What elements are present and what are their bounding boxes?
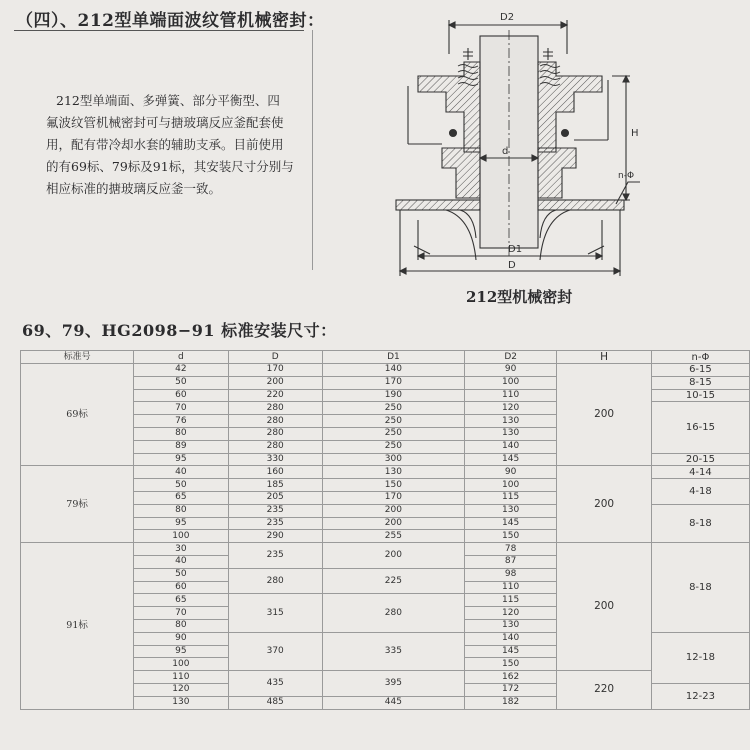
column-header: H	[557, 351, 651, 364]
d1-cell: 170	[322, 376, 464, 389]
big-d-cell: 280	[228, 568, 322, 594]
d-cell: 110	[134, 671, 228, 684]
n-phi-cell: 8-15	[651, 376, 749, 389]
d-cell: 65	[134, 594, 228, 607]
d1-cell: 200	[322, 517, 464, 530]
d2-cell: 182	[464, 696, 556, 709]
n-phi-cell: 12-18	[651, 632, 749, 683]
d-cell: 89	[134, 440, 228, 453]
column-header: D2	[464, 351, 556, 364]
d2-cell: 120	[464, 607, 556, 620]
label-n-phi: n-Φ	[618, 171, 635, 181]
table-header-row	[21, 351, 750, 364]
table-row	[21, 364, 750, 377]
standard-cell: 91标	[21, 543, 134, 709]
d1-cell: 200	[322, 504, 464, 517]
big-d-cell: 280	[228, 415, 322, 428]
d2-cell: 130	[464, 619, 556, 632]
h-cell: 200	[557, 364, 651, 466]
label-d: d	[502, 146, 509, 157]
d2-cell: 78	[464, 543, 556, 556]
description-line: 的有69标、79标及91标，其安装尺寸分别与	[46, 159, 294, 174]
big-d-cell: 160	[228, 466, 322, 479]
d-cell: 95	[134, 645, 228, 658]
big-d-cell: 280	[228, 402, 322, 415]
d-cell: 50	[134, 376, 228, 389]
d-cell: 80	[134, 504, 228, 517]
n-phi-cell: 6-15	[651, 364, 749, 377]
big-d-cell: 280	[228, 427, 322, 440]
h-cell: 200	[557, 543, 651, 671]
d1-cell: 200	[322, 543, 464, 569]
d2-cell: 115	[464, 491, 556, 504]
standard-cell: 79标	[21, 466, 134, 543]
d2-cell: 172	[464, 683, 556, 696]
d2-cell: 90	[464, 466, 556, 479]
d-cell: 90	[134, 632, 228, 645]
d-cell: 130	[134, 696, 228, 709]
d2-cell: 150	[464, 530, 556, 543]
d1-cell: 250	[322, 427, 464, 440]
d2-cell: 120	[464, 402, 556, 415]
d2-cell: 100	[464, 479, 556, 492]
d-cell: 50	[134, 568, 228, 581]
d-cell: 120	[134, 683, 228, 696]
label-d2: D2	[500, 12, 515, 23]
d2-cell: 140	[464, 440, 556, 453]
big-d-cell: 485	[228, 696, 322, 709]
big-d-cell: 330	[228, 453, 322, 466]
n-phi-cell: 4-18	[651, 479, 749, 505]
d-cell: 95	[134, 517, 228, 530]
d-cell: 60	[134, 389, 228, 402]
d2-cell: 145	[464, 645, 556, 658]
big-d-cell: 205	[228, 491, 322, 504]
h-cell: 220	[557, 671, 651, 709]
big-d-cell: 235	[228, 517, 322, 530]
column-header: n-Φ	[651, 351, 749, 364]
n-phi-cell: 20-15	[651, 453, 749, 466]
d1-cell: 250	[322, 402, 464, 415]
d1-cell: 280	[322, 594, 464, 632]
d-cell: 70	[134, 607, 228, 620]
d1-cell: 445	[322, 696, 464, 709]
column-divider	[312, 30, 313, 270]
d2-cell: 100	[464, 376, 556, 389]
description-line: 氟波纹管机械密封可与搪玻璃反应釜配套使	[46, 115, 284, 130]
d1-cell: 250	[322, 440, 464, 453]
label-d1: D1	[508, 244, 523, 255]
big-d-cell: 185	[228, 479, 322, 492]
d1-cell: 130	[322, 466, 464, 479]
d2-cell: 98	[464, 568, 556, 581]
big-d-cell: 315	[228, 594, 322, 632]
n-phi-cell: 8-18	[651, 504, 749, 542]
standard-cell: 69标	[21, 364, 134, 466]
d2-cell: 110	[464, 581, 556, 594]
d1-cell: 395	[322, 671, 464, 697]
seal-drawing	[390, 8, 640, 290]
d1-cell: 250	[322, 415, 464, 428]
big-d-cell: 170	[228, 364, 322, 377]
label-h: H	[631, 128, 639, 139]
n-phi-cell: 10-15	[651, 389, 749, 402]
big-d-cell: 290	[228, 530, 322, 543]
d2-cell: 130	[464, 504, 556, 517]
d2-cell: 140	[464, 632, 556, 645]
n-phi-cell: 12-23	[651, 683, 749, 709]
d2-cell: 145	[464, 453, 556, 466]
column-header: D1	[322, 351, 464, 364]
n-phi-cell: 4-14	[651, 466, 749, 479]
description-line: 相应标准的搪玻璃反应釜一致。	[46, 181, 222, 196]
d2-cell: 110	[464, 389, 556, 402]
d1-cell: 255	[322, 530, 464, 543]
d-cell: 100	[134, 658, 228, 671]
table-title: 69、79、HG2098−91 标准安装尺寸：	[22, 321, 337, 340]
d-cell: 76	[134, 415, 228, 428]
d1-cell: 335	[322, 632, 464, 670]
d-cell: 50	[134, 479, 228, 492]
d1-cell: 190	[322, 389, 464, 402]
column-header: 标准号	[21, 351, 134, 364]
big-d-cell: 220	[228, 389, 322, 402]
drawing-caption: 212型机械密封	[466, 288, 573, 306]
big-d-cell: 200	[228, 376, 322, 389]
column-header: d	[134, 351, 228, 364]
d2-cell: 130	[464, 415, 556, 428]
d-cell: 95	[134, 453, 228, 466]
d1-cell: 225	[322, 568, 464, 594]
d-cell: 100	[134, 530, 228, 543]
heading-underline	[14, 30, 304, 31]
d-cell: 80	[134, 427, 228, 440]
d-cell: 70	[134, 402, 228, 415]
d2-cell: 130	[464, 427, 556, 440]
d2-cell: 90	[464, 364, 556, 377]
n-phi-cell: 8-18	[651, 543, 749, 633]
d-cell: 65	[134, 491, 228, 504]
d1-cell: 150	[322, 479, 464, 492]
d-cell: 60	[134, 581, 228, 594]
h-cell: 200	[557, 466, 651, 543]
big-d-cell: 235	[228, 543, 322, 569]
table-row	[21, 543, 750, 556]
d1-cell: 170	[322, 491, 464, 504]
d2-cell: 115	[464, 594, 556, 607]
d-cell: 42	[134, 364, 228, 377]
d-cell: 40	[134, 466, 228, 479]
d1-cell: 140	[322, 364, 464, 377]
big-d-cell: 370	[228, 632, 322, 670]
big-d-cell: 435	[228, 671, 322, 697]
d2-cell: 150	[464, 658, 556, 671]
d2-cell: 145	[464, 517, 556, 530]
description-line: 212型单端面、多弹簧、部分平衡型、四	[56, 93, 280, 108]
section-heading: （四）、212型单端面波纹管机械密封：	[16, 11, 325, 31]
d1-cell: 300	[322, 453, 464, 466]
column-header: D	[228, 351, 322, 364]
d-cell: 40	[134, 555, 228, 568]
d-cell: 80	[134, 619, 228, 632]
description-paragraph	[46, 90, 296, 200]
d-cell: 30	[134, 543, 228, 556]
description-line: 用，配有带冷却水套的辅助支承。目前使用	[46, 137, 284, 152]
dimensions-table	[20, 350, 750, 710]
d2-cell: 162	[464, 671, 556, 684]
big-d-cell: 235	[228, 504, 322, 517]
d2-cell: 87	[464, 555, 556, 568]
n-phi-cell: 16-15	[651, 402, 749, 453]
big-d-cell: 280	[228, 440, 322, 453]
label-big-d: D	[508, 260, 516, 271]
table-row	[21, 466, 750, 479]
